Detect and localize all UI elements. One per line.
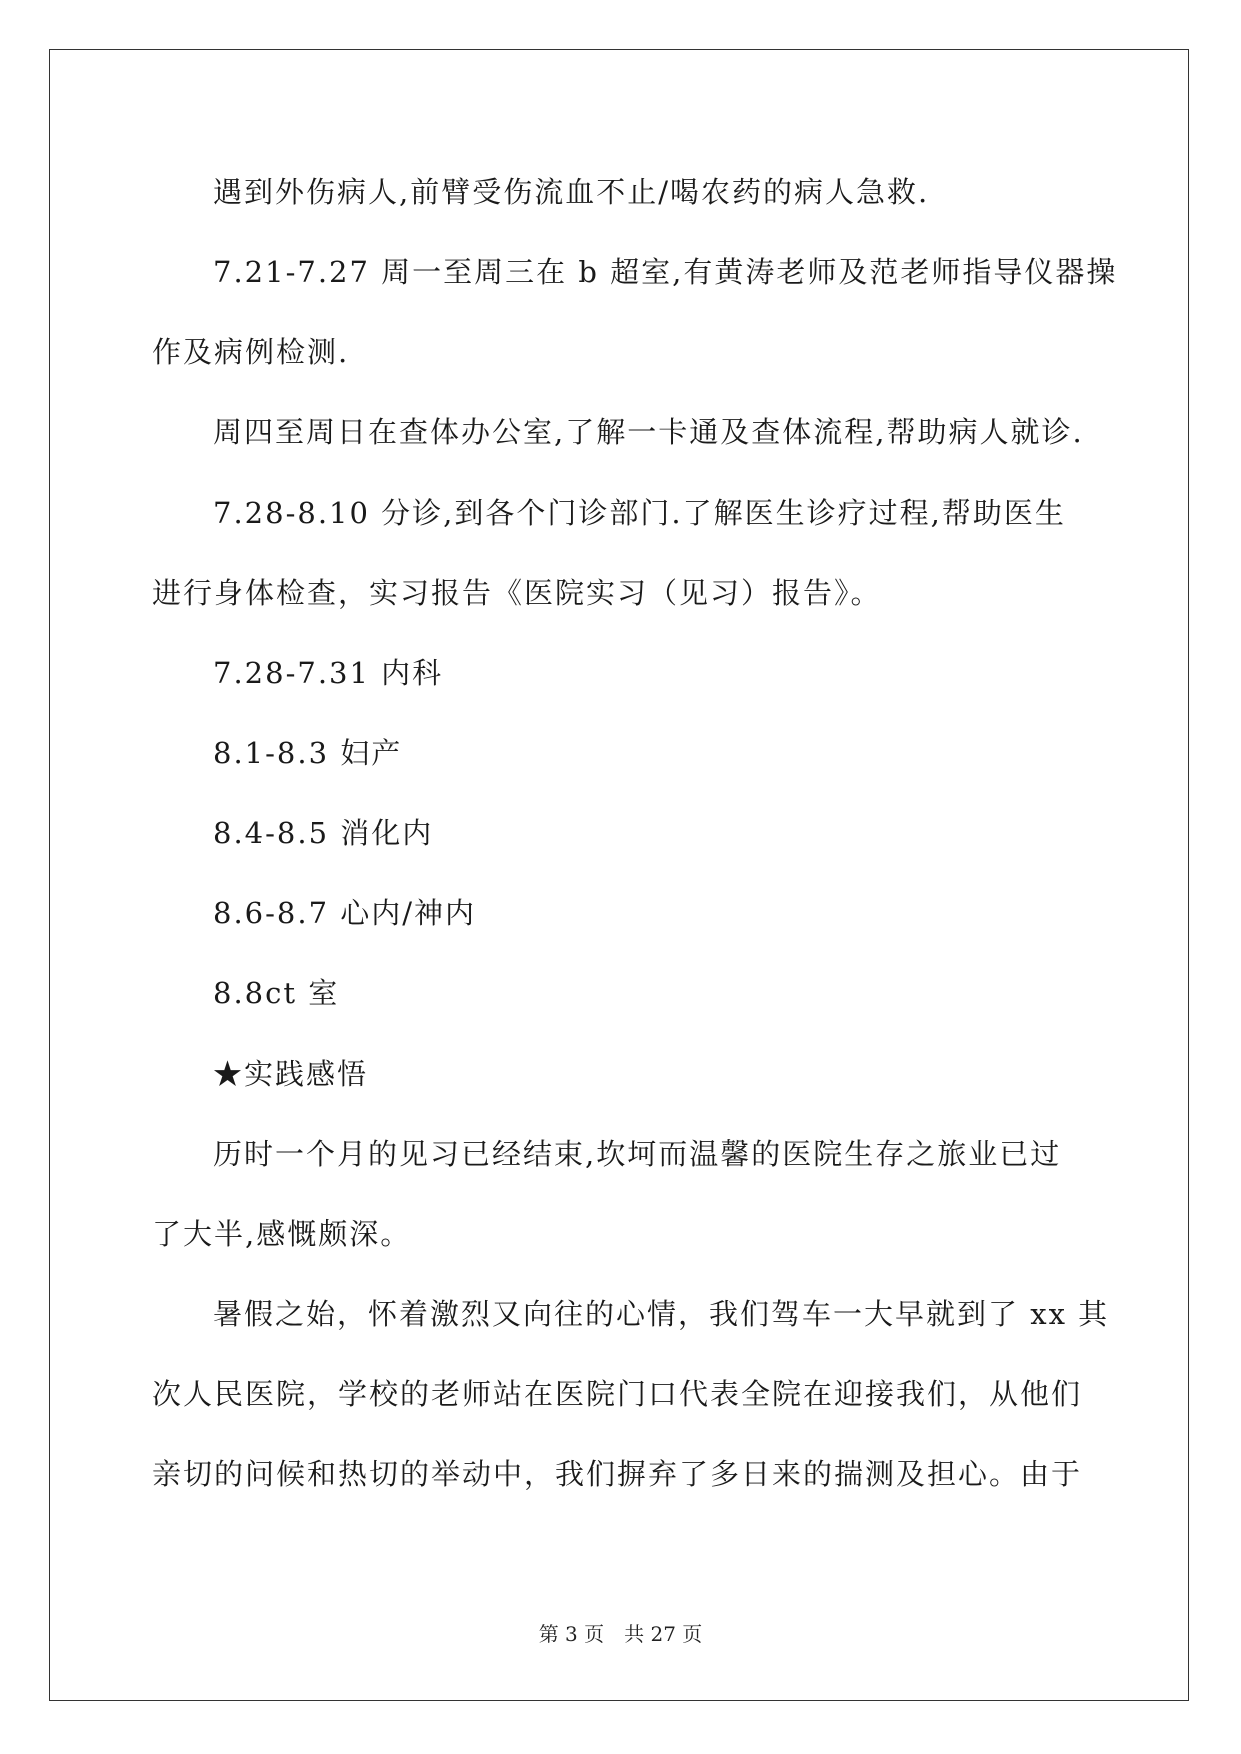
text-line: 8.8ct 室 (213, 976, 340, 1010)
page-border (49, 49, 1189, 1701)
text-line: 8.1-8.3 妇产 (213, 736, 403, 770)
text-line: 8.4-8.5 消化内 (213, 816, 434, 850)
text-line: 次人民医院，学校的老师站在医院门口代表全院在迎接我们，从他们 (152, 1377, 1083, 1411)
text-line: 进行身体检查，实习报告《医院实习（见习）报告》。 (152, 576, 882, 610)
page-number-footer: 第 3 页 共 27 页 (538, 1622, 703, 1646)
text-line: 了大半,感慨颇深。 (152, 1217, 412, 1251)
text-line: 7.28-8.10 分诊,到各个门诊部门.了解医生诊疗过程,帮助医生 (213, 496, 1066, 530)
text-line: 历时一个月的见习已经结束,坎坷而温馨的医院生存之旅业已过 (213, 1137, 1062, 1171)
section-heading: ★实践感悟 (213, 1057, 369, 1091)
text-line: 亲切的问候和热切的举动中，我们摒弃了多日来的揣测及担心。由于 (152, 1457, 1083, 1491)
text-line: 作及病例检测. (152, 335, 350, 369)
text-line: 7.28-7.31 内科 (213, 656, 444, 690)
text-line: 8.6-8.7 心内/神内 (213, 896, 477, 930)
text-line: 周四至周日在查体办公室,了解一卡通及查体流程,帮助病人就诊. (213, 415, 1084, 449)
text-line: 7.21-7.27 周一至周三在 b 超室,有黄涛老师及范老师指导仪器操 (213, 255, 1118, 289)
text-line: 暑假之始，怀着激烈又向往的心情，我们驾车一大早就到了 xx 其 (213, 1297, 1110, 1331)
text-line: 遇到外伤病人,前臂受伤流血不止/喝农药的病人急救. (213, 175, 930, 209)
